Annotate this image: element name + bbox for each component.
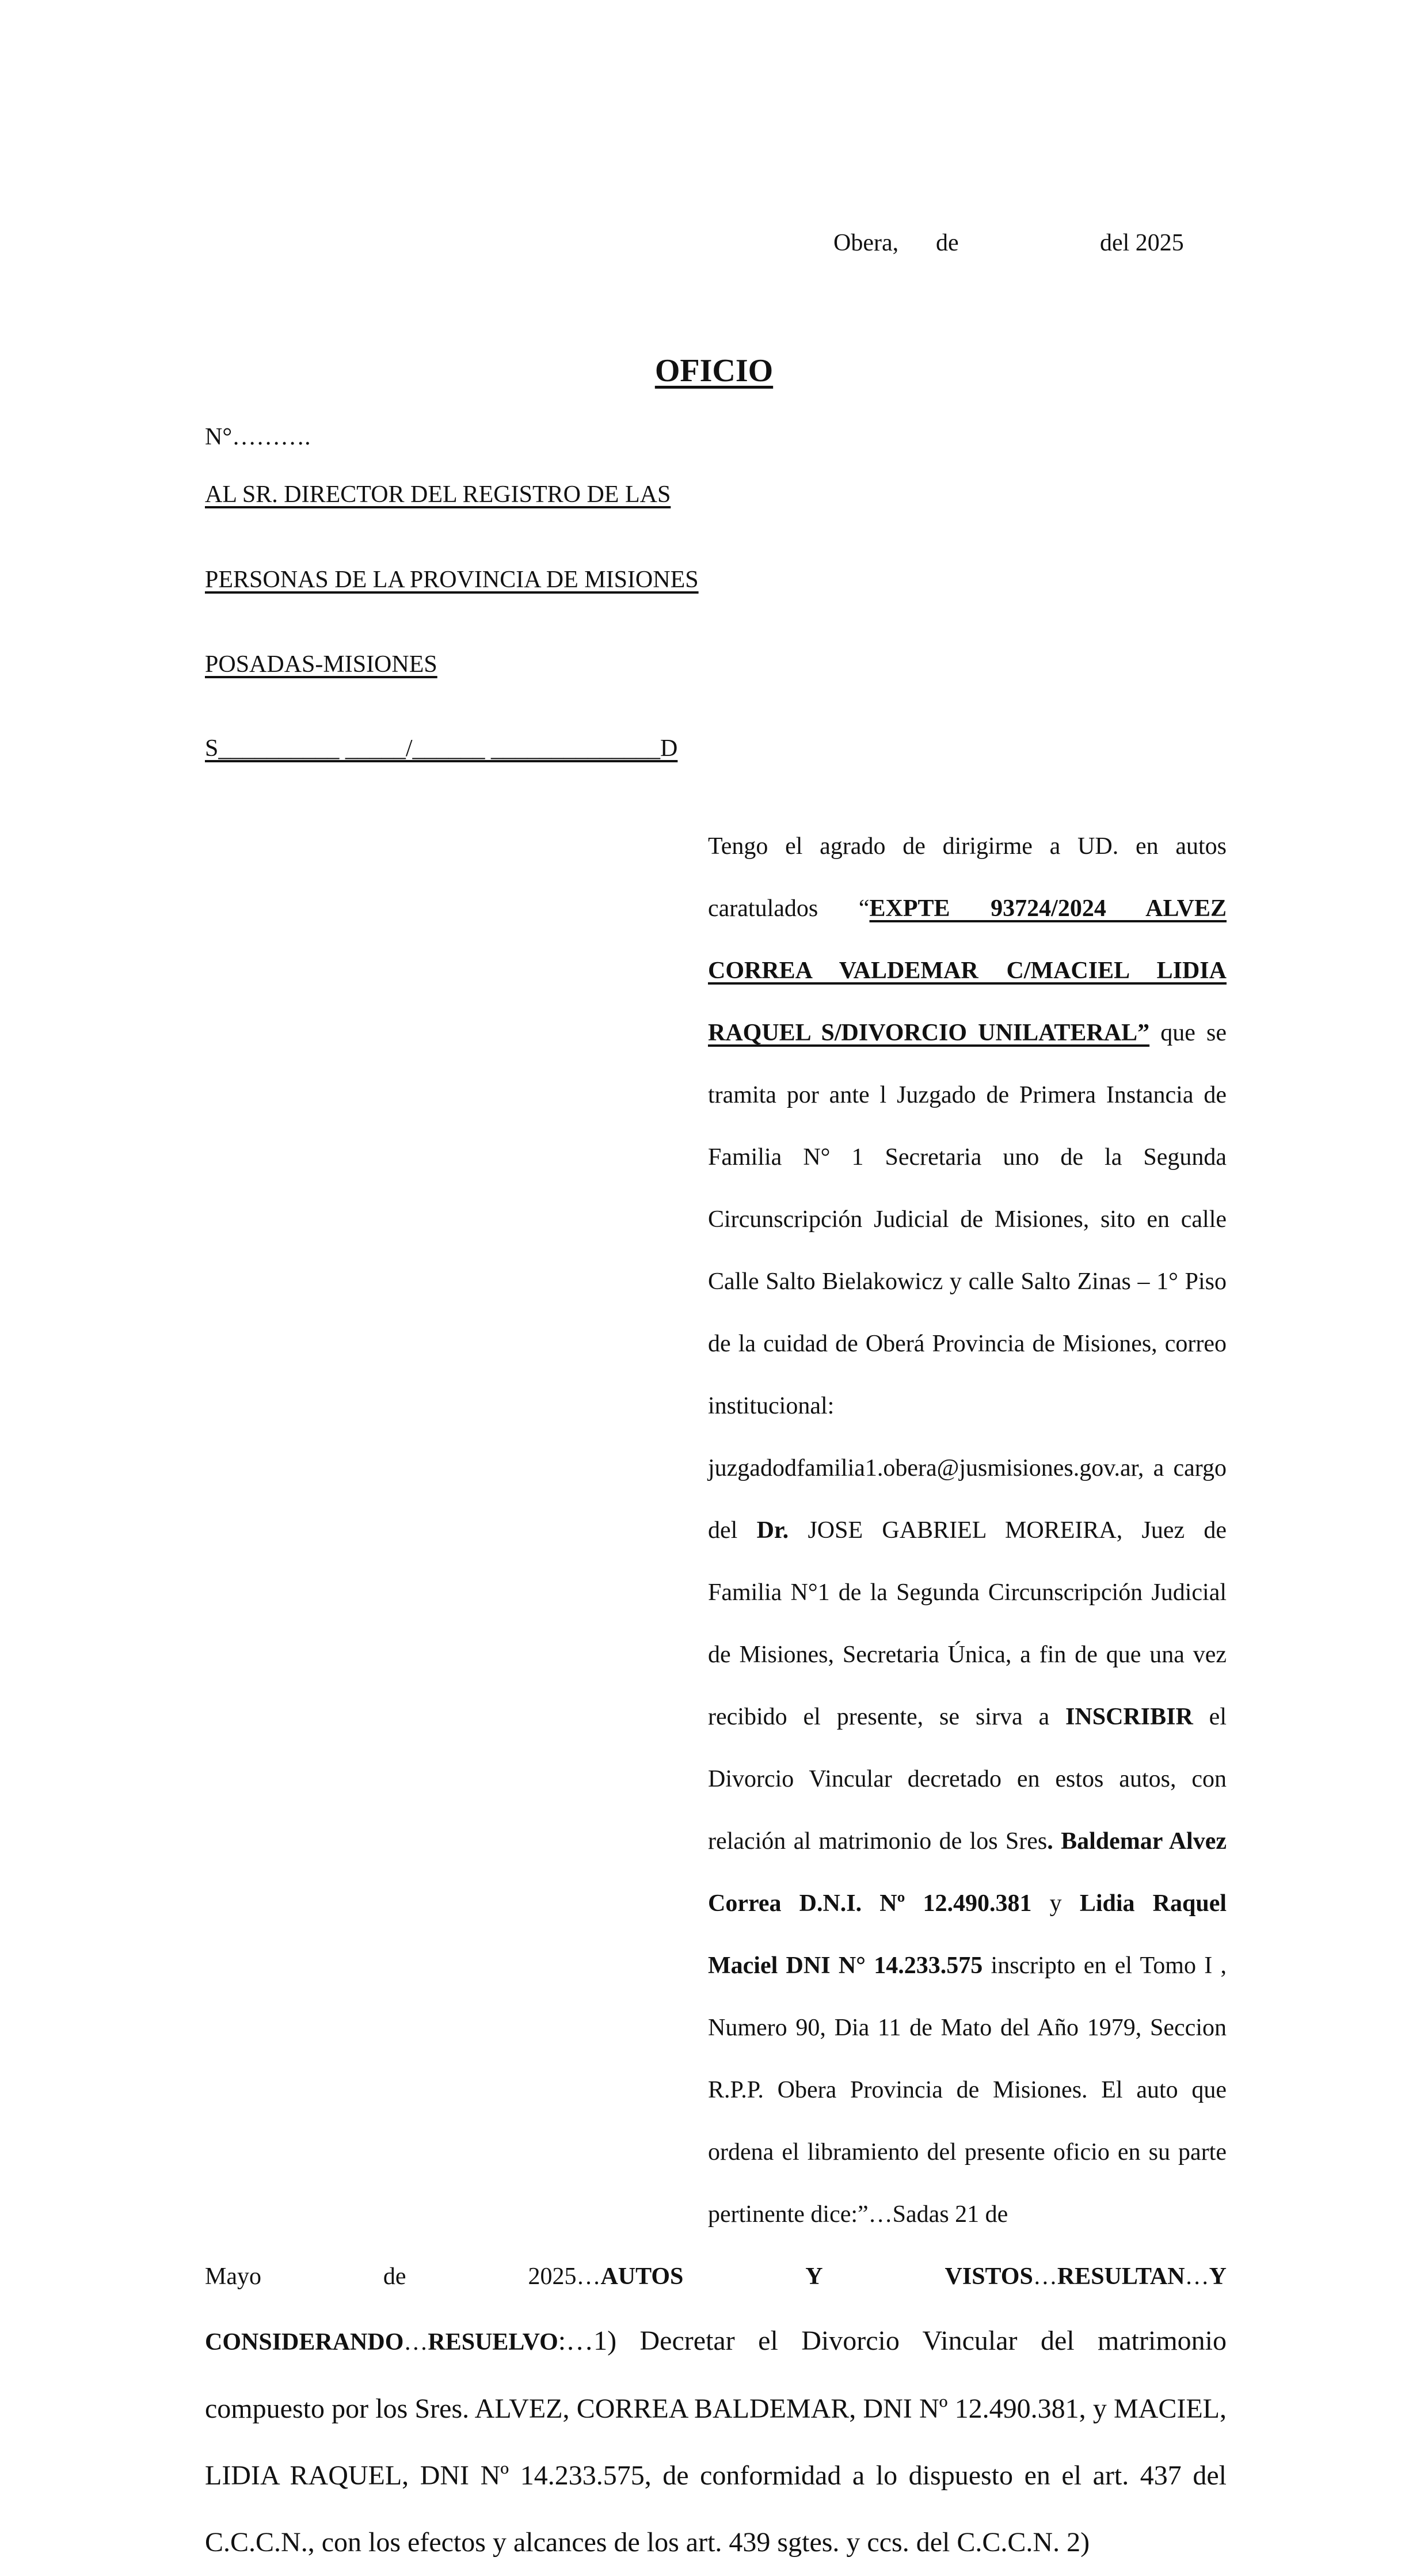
- dr-label: Dr.: [756, 1517, 789, 1544]
- dots-2: …: [1185, 2263, 1209, 2290]
- word-y: Y: [805, 2263, 823, 2290]
- word-vistos: VISTOS: [945, 2263, 1033, 2290]
- dots-1: …: [1033, 2263, 1057, 2290]
- body-text-1: Tengo el agrado de dirigirme a UD. en autos caratulados “: [708, 833, 1227, 922]
- body-text-5: inscripto en el Tomo I , Numero 90, Dia 11 de Mato del Año 1979, Seccion R.P.P. Obera Provincia de Misiones. El auto que ordena el libramiento del presente oficio en su parte pertinente dice:”…Sadas 21 de: [708, 1952, 1227, 2228]
- body-paragraph: [205, 815, 1227, 2246]
- oficio-number: N°……….: [205, 424, 311, 450]
- date-de: de: [936, 230, 959, 256]
- salutation-sd: S__________ _____/______ ______________D: [205, 735, 678, 762]
- date-place: Obera,: [833, 230, 899, 256]
- word-2025: 2025…: [528, 2263, 601, 2290]
- word-mayo: Mayo: [205, 2263, 261, 2290]
- date-year: del 2025: [1100, 230, 1184, 256]
- body-text-2: que se tramita por ante l Juzgado de Primera Instancia de Familia N° 1 Secretaria uno de la Segunda Circunscripción Judicial de Misiones, sito en calle Calle Salto Bielakowicz y calle Salto Zinas – 1° Piso de la cuidad de Oberá Provincia de Misiones, correo institucional: juzgadodfamilia1.obera@jusmisiones.gov.ar, a cargo del: [708, 1020, 1227, 1544]
- autos-line: [205, 2246, 1227, 2308]
- dots-3: …: [403, 2329, 428, 2355]
- word-resuelvo: RESUELVO: [428, 2329, 558, 2355]
- spouse-1: . Baldemar Alvez Correa D.N.I. Nº 12.490.381: [708, 1828, 1227, 1917]
- case-title: EXPTE 93724/2024 ALVEZ CORREA VALDEMAR C/MACIEL LIDIA RAQUEL S/DIVORCIO UNILATERAL”: [708, 895, 1227, 1046]
- word-considerando: CONSIDERANDO: [205, 2329, 404, 2355]
- word-resultan: RESULTAN: [1057, 2263, 1185, 2290]
- letter-body: [205, 815, 1227, 2576]
- spouse-2: Lidia Raquel Maciel DNI N° 14.233.575: [708, 1890, 1227, 1979]
- body-text-4: el Divorcio Vincular decretado en estos autos, con relación al matrimonio de los Sres: [708, 1704, 1227, 1855]
- conjunction-y: y: [1031, 1890, 1080, 1917]
- document-title: OFICIO: [654, 353, 774, 389]
- body-text-3: JOSE GABRIEL MOREIRA, Juez de Familia N°1 de la Segunda Circunscripción Judicial de Misiones, Secretaria Única, a fin de que una vez recibido el presente, se sirva a: [708, 1517, 1227, 1730]
- addressee-line-3: POSADAS-MISIONES: [205, 651, 437, 678]
- addressee-line-2: PERSONAS DE LA PROVINCIA DE MISIONES: [205, 567, 699, 593]
- resolution-text: :…1) Decretar el Divorcio Vincular del matrimonio compuesto por los Sres. ALVEZ, CORREA BALDEMAR, DNI Nº 12.490.381, y MACIEL, LIDIA RAQUEL, DNI Nº 14.233.575, de conformidad a lo dispuesto en el art. 437 del C.C.C.N., con los efectos y alcances de los art. 439 sgtes. y ccs. del C.C.C.N. 2): [205, 2326, 1227, 2558]
- word-de: de: [383, 2263, 406, 2290]
- inscribir-label: INSCRIBIR: [1065, 1704, 1193, 1730]
- word-autos: AUTOS: [600, 2263, 684, 2290]
- word-y-2: Y: [1209, 2263, 1227, 2290]
- resolution-paragraph: [205, 2308, 1227, 2576]
- addressee-line-1: AL SR. DIRECTOR DEL REGISTRO DE LAS: [205, 481, 671, 508]
